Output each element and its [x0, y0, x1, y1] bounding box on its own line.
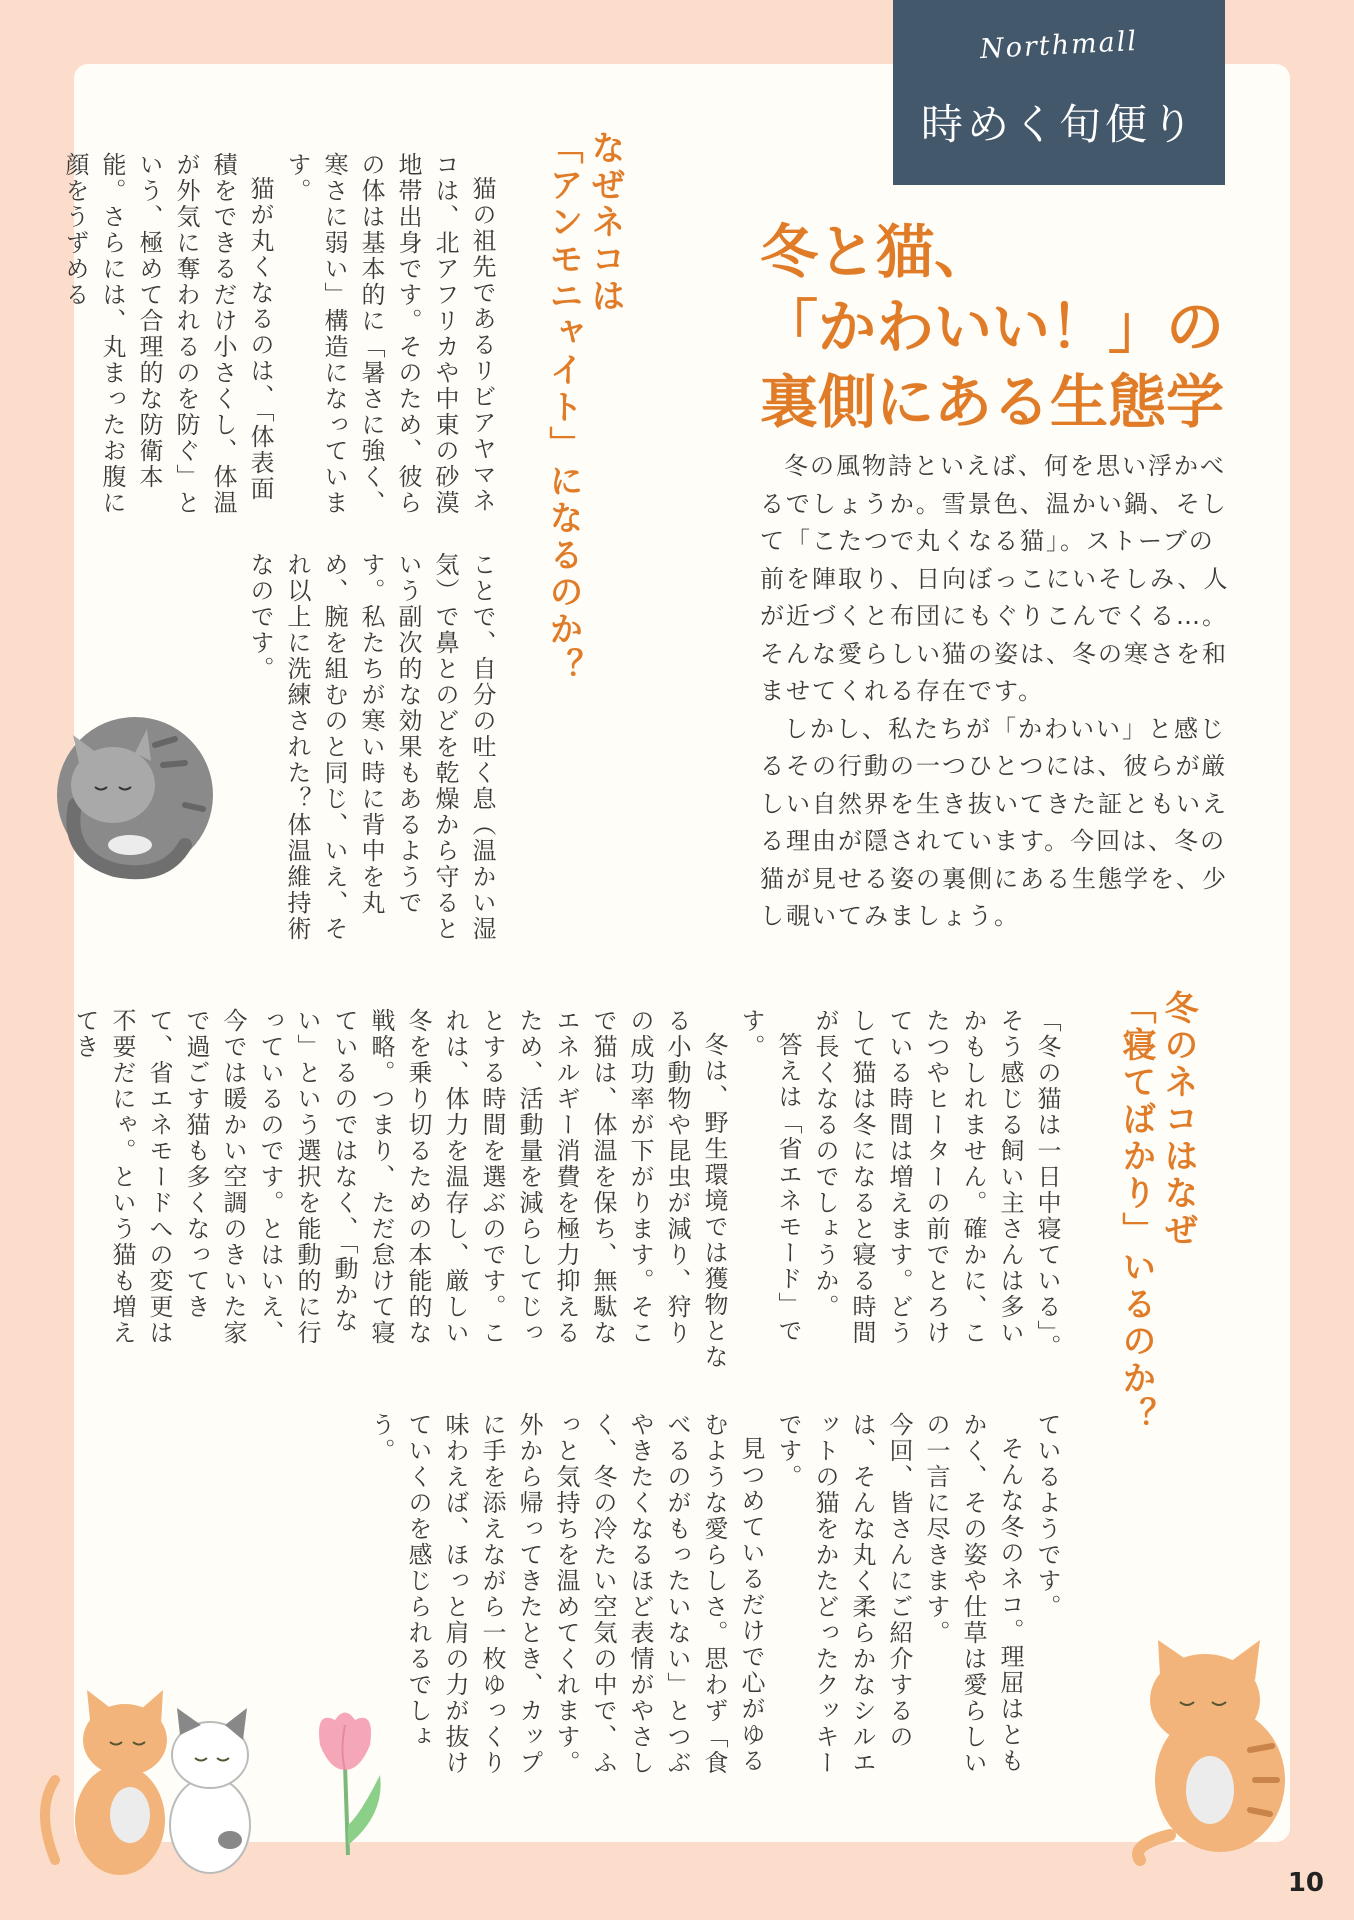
closing-paragraph-3: 今回、皆さんにご紹介するのは、そんな丸く柔らかなシルエットの猫をかたどったクッキーです。	[774, 1412, 913, 1776]
intro-paragraph-2: しかし、私たちが「かわいい」と感じるその行動の一つひとつには、彼らが厳しい自然界を生き抜いてきた証ともいえる理由が隠されています。今回は、冬の猫が見せる姿の裏側にある生態学を、少し覗いてみましょう。	[760, 714, 1228, 930]
section1-column-2	[235, 552, 500, 942]
section1-heading-line-2: 「アンモニャイト」になるのか？	[543, 130, 583, 685]
section1-heading	[542, 130, 626, 690]
cat-pair-icon	[35, 1680, 285, 1880]
section1-paragraph-3: ことで、自分の吐く息（温かい湿気）で鼻とのどを乾燥から守るという副次的な効果もあるようです。私たちが寒い時に背中を丸め、腕を組むのと同じ、いえ、それ以上に洗練された？体温維持術なのです。	[246, 552, 496, 942]
headline-line-1: 冬と猫、	[760, 218, 993, 286]
section1-paragraph-2: 猫が丸くなるのは、「体表面積をできるだけ小さくし、体温が外気に奪われるのを防ぐ」という、極めて合理的な防衛本能。さらには、丸まったお腹に顔をうずめる	[61, 152, 274, 516]
column-title: 時めく旬便り	[920, 100, 1197, 149]
sleeping-orange-cat-icon	[1110, 1630, 1310, 1860]
section2-heading-line-2: 「寝てばかり」いるのか？	[1116, 990, 1156, 1434]
section1-column-1	[61, 152, 500, 522]
closing-paragraph-1: ているようです。	[1033, 1412, 1061, 1620]
magazine-header	[893, 0, 1225, 185]
section1-paragraph-1: 猫の祖先であるリビアヤマネコは、北アフリカや中東の砂漠地帯出身です。そのため、彼らの体は基本的に「暑さに強く、寒さに弱い」構造になっています。	[283, 152, 496, 516]
brand-name: Northmall	[979, 25, 1139, 66]
intro-paragraph-1: 冬の風物詩といえば、何を思い浮かべるでしょうか。雪景色、温かい鍋、そして「こたつで丸くなる猫」。ストーブの前を陣取り、日向ぼっこにいそしみ、人が近づくと布団にもぐりこんでくる…。そんな愛らしい猫の姿は、冬の寒さを和ませてくれる存在です。	[760, 452, 1230, 705]
section2-paragraph-1: 「冬の猫は一日中寝ている」。そう感じる飼い主さんは多いかもしれません。確かに、こたつやヒーターの前でとろけている時間は増えます。どうして猫は冬になると寝る時間が長くなるのでしょうか。	[811, 1008, 1061, 1360]
closing-paragraph-4: 見つめているだけで心がゆるむような愛らしさ。思わず「食べるのがもったいない」とつぶやきたくなるほど表情がやさしく、冬の冷たい空気の中で、ふっと気持ちを温めてくれます。外から帰ってきたとき、カップに手を添えながら一枚ゆっくり味わえば、ほっと肩の力が抜けていくのを感じられるでしょう。	[367, 1412, 765, 1776]
section1-heading-line-1: なぜネコは	[585, 130, 625, 315]
page-number: 10	[1287, 1868, 1324, 1898]
section2-heading-line-1: 冬のネコはなぜ	[1158, 990, 1198, 1249]
headline-line-3: 裏側にある生態学	[760, 368, 1225, 436]
section2-column-2	[367, 1412, 1065, 1797]
closing-paragraph-2: そんな冬のネコ。理屈はともかく、その姿や仕草は愛らしいの一言に尽きます。	[922, 1412, 1024, 1776]
section2-heading	[1115, 990, 1199, 1434]
section2-paragraph-3: 冬は、野生環境では獲物となる小動物や昆虫が減り、狩りの成功率が下がります。そこで猫は、体温を保ち、無駄なエネルギー消費を極力抑えるため、活動量を減らしてじっとする時間を選ぶのです。これは、体力を温存し、厳しい冬を乗り切るための本能的な戦略。つまり、ただ怠けて寝ているのではなく、「動かない」という選択を能動的に行っているのです。とはいえ、今では暖かい空調のきいた家で過ごす猫も多くなってきて、省エネモードへの変更は不要だにゃ。という猫も増えてき	[71, 1008, 728, 1370]
intro-text	[760, 448, 1230, 936]
article-headline	[760, 215, 1230, 440]
tulip-icon	[300, 1705, 390, 1855]
headline-line-2: 「かわいい！」の	[760, 293, 1225, 361]
section2-column-1	[71, 1008, 1065, 1370]
section2-paragraph-2: 答えは「省エネモード」です。	[737, 1008, 802, 1344]
curled-gray-cat-icon	[35, 705, 215, 885]
